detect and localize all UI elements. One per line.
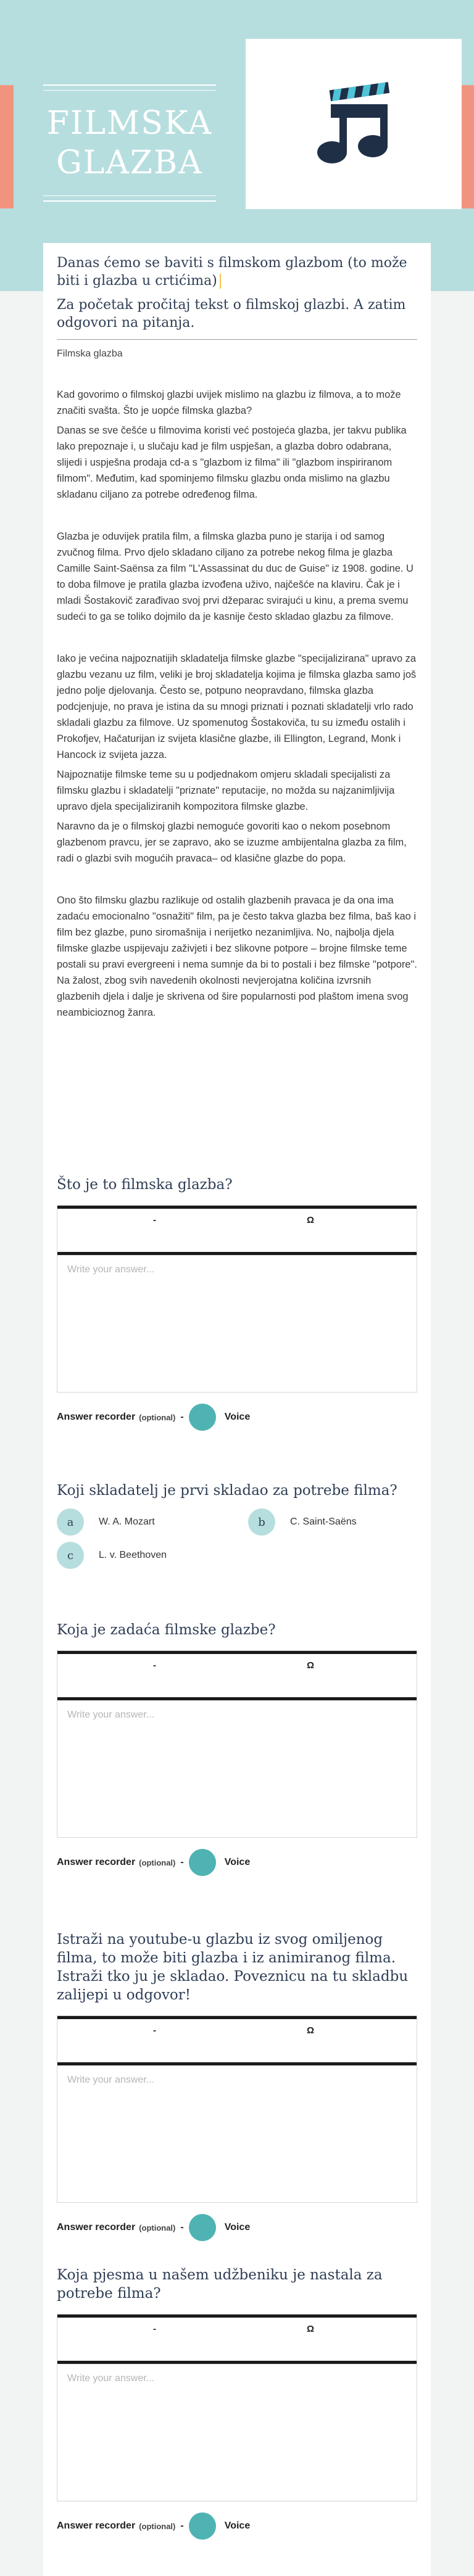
question-title: Koja je zadaća filmske glazbe? (57, 1622, 276, 1638)
answer-recorder (57, 1849, 417, 1876)
special-character-button[interactable]: Ω (307, 1660, 315, 1671)
choice-text: C. Saint-Saëns (290, 1516, 357, 1527)
cover-title (43, 95, 216, 191)
choice-letter: b (248, 1508, 275, 1536)
editor-toolbar (57, 1651, 417, 1700)
formatting-tool-button[interactable]: - (153, 2324, 156, 2334)
answer-recorder (57, 2214, 417, 2241)
choice-list (57, 1508, 417, 1576)
article-paragraph: Naravno da je o filmskoj glazbi nemoguće govoriti kao o nekom posebnom glazbenom pravcu, jer se zapravo, ako se izuzme ambijentalna glazba za film, radi o glazbi svih mogućih pravaca– od klasične glazbe do popa. (57, 821, 407, 864)
left-accent-stripe (0, 85, 14, 208)
clapperboard-music-note-icon (307, 75, 400, 173)
answer-recorder (57, 1404, 417, 1431)
recorder-optional: (optional) (139, 1412, 176, 1422)
voice-label: Voice (224, 2222, 251, 2232)
choice-text: L. v. Beethoven (99, 1550, 167, 1560)
answer-placeholder: Write your answer... (67, 2373, 155, 2384)
voice-label: Voice (224, 1412, 251, 1422)
choice-text: W. A. Mozart (99, 1516, 155, 1527)
answer-editor (57, 1205, 417, 1393)
recorder-dash: - (180, 2520, 184, 2531)
article-text (57, 387, 417, 1021)
recorder-label: Answer recorder (57, 2520, 136, 2531)
article-label: Filmska glazba (57, 348, 123, 359)
choice-letter: c (57, 1542, 84, 1569)
intro-heading-text: Danas ćemo se baviti s filmskom glazbom (to može biti i glazba u crtićima) (57, 255, 407, 289)
choice-letter: a (57, 1508, 84, 1536)
special-character-button[interactable]: Ω (307, 2324, 315, 2334)
article-paragraph: Kad govorimo o filmskoj glazbi uvijek mislimo na glazbu iz filmova, a to može značiti svašta. Što je uopće filmska glazba? (57, 389, 401, 416)
answer-editor (57, 2314, 417, 2501)
formatting-tool-button[interactable]: - (153, 1660, 156, 1671)
recorder-dash: - (180, 2222, 184, 2232)
title-rule-top (43, 84, 216, 86)
answer-recorder (57, 2512, 417, 2540)
special-character-button[interactable]: Ω (307, 1215, 315, 1225)
title-rule-top-thin (43, 90, 216, 91)
special-character-button[interactable]: Ω (307, 2025, 315, 2036)
question-title: Što je to filmska glazba? (57, 1177, 233, 1193)
article-paragraph: Iako je većina najpoznatijih skladatelja filmske glazbe "specijalizirana" upravo za glazbu vezanu uz film, veliki je broj skladatelja kojima je filmska glazba samo još jedno polje djelovanja. Često se, potpuno neopravdano, filmska glazba podcjenjuje, no prava je istina da su mnogi priznati i poznati skladatelji vrlo rado skladali glazbu za filmove. Uz spomenutog Šostakoviča, tu su između ostalih i Prokofjev, Hačaturijan iz svijeta klasične glazbe, ili Ellington, Legrand, Monk i Hancock iz svijeta jazza. (57, 653, 417, 760)
voice-record-button[interactable] (189, 2214, 216, 2241)
question-title: Koji skladatelj je prvi skladao za potrebe filma? (57, 1483, 397, 1499)
editor-toolbar (57, 2315, 417, 2364)
intro-divider (57, 339, 417, 340)
article-paragraph: Ono što filmsku glazbu razlikuje od ostalih glazbenih pravaca je da ona ima zadaću emocionalno "osnažiti" film, pa je često takva glazba bez filma, baš kao i film bez glazbe, puno siromašnija i nerijetko nezanimljiva. No, najbolja djela filmske glazbe uspijevaju zaživjeti i bez slikovne potpore – brojne filmske teme postali su pravi evergreeni i nema sumnje da bi to postali i bez filmske "potpore". Na žalost, zbog svih navedenih okolnosti nevjerojatna količina izvrsnih glazbenih djela i dalje je skrivena od šire popularnosti pod plaštom imena svog neambicioznog žanra. (57, 895, 417, 1018)
answer-input[interactable] (57, 1700, 417, 1837)
answer-editor (57, 2015, 417, 2203)
question-title: Koja pjesma u našem udžbeniku je nastala za potrebe filma? (57, 2267, 383, 2302)
recorder-dash: - (180, 1857, 184, 1867)
editor-toolbar (57, 2016, 417, 2065)
editor-toolbar (57, 1206, 417, 1255)
question-1 (57, 1175, 417, 1431)
voice-label: Voice (224, 2520, 251, 2531)
recorder-label: Answer recorder (57, 1857, 136, 1867)
question-4 (57, 1930, 417, 2241)
recorder-optional: (optional) (139, 2521, 176, 2531)
choice-a[interactable] (57, 1508, 155, 1536)
formatting-tool-button[interactable]: - (153, 2025, 156, 2036)
recorder-optional: (optional) (139, 1858, 176, 1867)
choice-c[interactable] (57, 1542, 167, 1569)
choice-b[interactable] (248, 1508, 357, 1536)
title-rule-bottom-thin (43, 195, 216, 196)
cover-art (246, 39, 462, 209)
voice-record-button[interactable] (189, 1849, 216, 1876)
article-paragraph: Danas se sve češće u filmovima koristi već postojeća glazba, jer takvu publika lako prepoznaje i, u slučaju kad je film uspješan, a glazba dobro odabrana, slijedi i uspješna prodaja cd-a s "glazbom iz filma" ili "glazbom inspiriranom filmom". Međutim, kad spominjemo filmsku glazbu onda mislimo na glazbu skladanu ciljano za potrebe određenog filma. (57, 425, 407, 500)
intro-subheading: Za početak pročitaj tekst o filmskoj glazbi. A zatim odgovori na pitanja. (57, 297, 406, 331)
answer-placeholder: Write your answer... (67, 2075, 155, 2085)
voice-record-button[interactable] (189, 1404, 216, 1431)
recorder-label: Answer recorder (57, 1412, 136, 1422)
question-5 (57, 2266, 417, 2540)
article-paragraph: Najpoznatije filmske teme su u podjednakom omjeru skladali specijalisti za filmsku glazbu i skladatelji "priznate" reputacije, no možda su najzanimljivija upravo djela specijaliziranih kompozitora filmske glazbe. (57, 769, 395, 812)
answer-input[interactable] (57, 2065, 417, 2202)
right-accent-stripe (460, 85, 474, 208)
recorder-dash: - (180, 1412, 184, 1422)
formatting-tool-button[interactable]: - (153, 1215, 156, 1225)
text-cursor (220, 274, 221, 289)
answer-input[interactable] (57, 2364, 417, 2501)
recorder-optional: (optional) (139, 2223, 176, 2232)
question-3 (57, 1621, 417, 1876)
intro-heading (57, 254, 417, 290)
cover-title-line2: GLAZBA (56, 144, 203, 181)
cover-title-line1: FILMSKA (46, 105, 213, 142)
voice-label: Voice (224, 1857, 251, 1867)
question-2 (57, 1481, 417, 1576)
answer-placeholder: Write your answer... (67, 1710, 155, 1720)
recorder-label: Answer recorder (57, 2222, 136, 2232)
answer-input[interactable] (57, 1255, 417, 1392)
worksheet-card (43, 243, 431, 2576)
question-title: Istraži na youtube-u glazbu iz svog omiljenog filma, to može biti glazba i iz animiranog filma. Istraži tko ju je skladao. Poveznicu na tu skladbu zalijepi u odgovor! (57, 1932, 409, 2003)
title-rule-bottom (43, 200, 216, 202)
cover-title-block (43, 80, 216, 206)
answer-editor (57, 1650, 417, 1838)
voice-record-button[interactable] (189, 2512, 216, 2540)
article-paragraph: Glazba je oduvijek pratila film, a filmska glazba puno je starija i od samog zvučnog filma. Prvo djelo skladano ciljano za potrebe nekog filma je glazba Camille Saint-Saënsa za film "L'Assassinat du duc de Guise" iz 1908. godine. U to doba filmove je pratila glazba izvođena uživo, najčešće na klaviru. Čak je i mladi Šostakovič zarađivao svoj prvi džeparac svirajući u kinu, a prema svemu sudeći to ga se toliko dojmilo da je kasnije često skladao glazbu za filmove. (57, 531, 414, 622)
answer-placeholder: Write your answer... (67, 1264, 155, 1275)
